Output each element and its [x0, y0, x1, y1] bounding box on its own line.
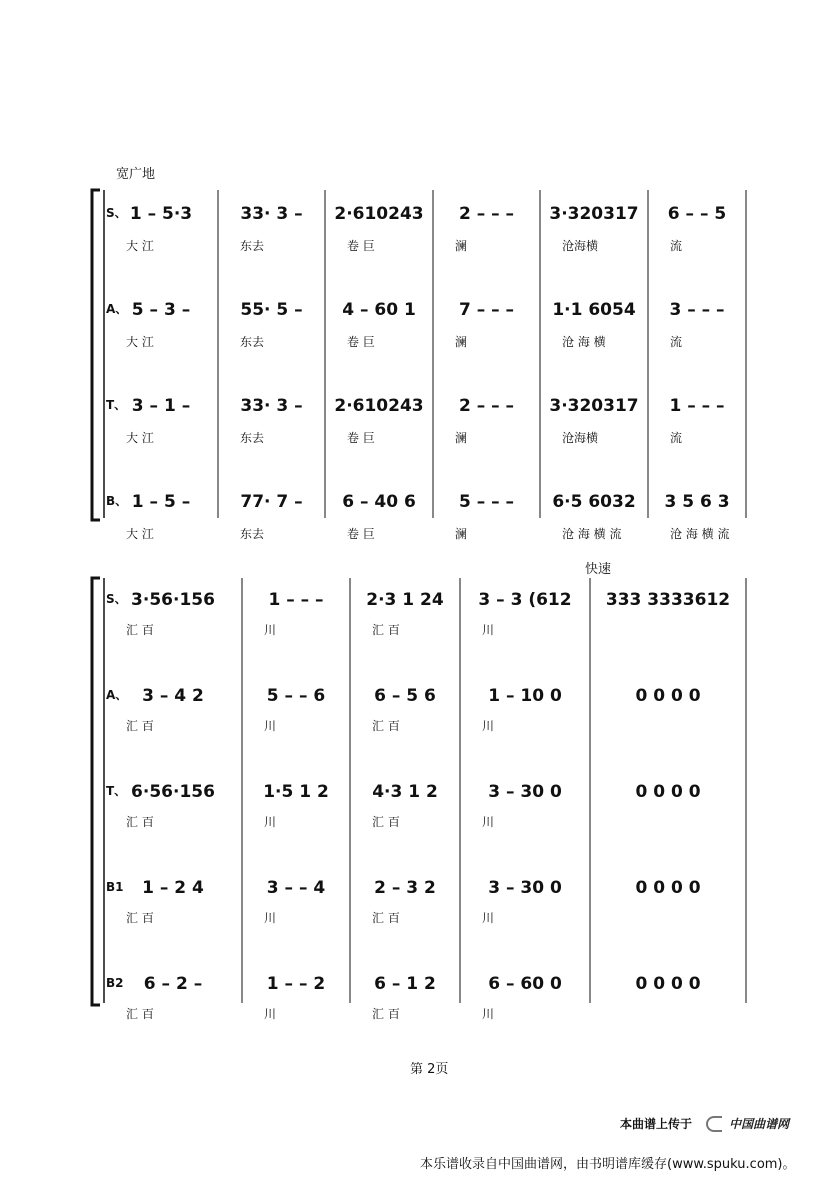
measure-lyrics: 沧 海 横 — [562, 335, 606, 349]
measure-notes: 0 0 0 0 — [635, 686, 701, 706]
site-logo-mark-icon — [706, 1116, 722, 1132]
measure-notes: 3 – 30 0 — [488, 782, 562, 802]
measure-notes: 3·320317 — [549, 396, 639, 416]
measure-lyrics: 汇 百 — [126, 623, 154, 637]
measure-notes: 6 – 60 0 — [488, 974, 562, 994]
measure-lyrics: 汇 百 — [372, 623, 400, 637]
system-bracket — [92, 190, 100, 520]
source-credit: 本乐谱收录自中国曲谱网，由书明谱库缓存(www.spuku.com)。 — [420, 1157, 796, 1172]
measure-notes: 7 – – – — [458, 300, 515, 320]
measure-notes: 1 – 2 4 — [142, 878, 204, 898]
measure-lyrics: 大 江 — [126, 239, 154, 253]
measure-lyrics: 东去 — [240, 431, 265, 445]
measure-notes: 333 3333612 — [605, 590, 731, 610]
measure-lyrics: 川 — [482, 1007, 495, 1021]
measure-notes: 3 – 1 – — [131, 396, 191, 416]
measure-notes: 1 – 5 – — [131, 492, 191, 512]
measure-notes: 33· 3 – — [240, 396, 303, 416]
measure-notes: 3 – – 4 — [266, 878, 326, 898]
measure-lyrics: 流 — [670, 239, 683, 253]
measure-notes: 1·5 1 2 — [263, 782, 329, 802]
measure-lyrics: 川 — [264, 623, 277, 637]
measure-notes: 6·56·156 — [131, 782, 215, 802]
measure-lyrics: 卷 巨 — [347, 527, 375, 541]
measure-notes: 1·1 6054 — [552, 300, 636, 320]
voice-label: S、 — [106, 206, 127, 220]
measure-lyrics: 汇 百 — [372, 815, 400, 829]
voice-label: T、 — [106, 398, 127, 412]
measure-notes: 0 0 0 0 — [635, 782, 701, 802]
measure-notes: 6 – 2 – — [143, 974, 203, 994]
measure-notes: 55· 5 – — [240, 300, 303, 320]
measure-lyrics: 澜 — [455, 431, 468, 445]
voice-label: A、 — [106, 302, 128, 316]
measure-notes: 5 – – 6 — [266, 686, 326, 706]
measure-lyrics: 川 — [264, 815, 277, 829]
measure-lyrics: 汇 百 — [126, 1007, 154, 1021]
voice-label: S、 — [106, 592, 127, 606]
measure-lyrics: 川 — [482, 911, 495, 925]
measure-notes: 4 – 60 1 — [342, 300, 416, 320]
measure-notes: 3·56·156 — [131, 590, 215, 610]
voice-label: T、 — [106, 784, 127, 798]
measure-lyrics: 川 — [264, 719, 277, 733]
measure-notes: 6·5 6032 — [552, 492, 636, 512]
measure-lyrics: 汇 百 — [126, 911, 154, 925]
measure-notes: 2·610243 — [334, 396, 424, 416]
measure-lyrics: 川 — [482, 719, 495, 733]
measure-notes: 6 – – 5 — [667, 204, 727, 224]
voice-label: B2 — [106, 976, 124, 990]
measure-lyrics: 卷 巨 — [347, 239, 375, 253]
measure-lyrics: 沧 海 横 流 — [562, 527, 622, 541]
measure-notes: 2 – 3 2 — [374, 878, 436, 898]
measure-lyrics: 沧 海 横 流 — [670, 527, 730, 541]
measure-notes: 1 – 10 0 — [488, 686, 562, 706]
measure-notes: 6 – 5 6 — [374, 686, 436, 706]
measure-notes: 3 5 6 3 — [664, 492, 730, 512]
measure-notes: 0 0 0 0 — [635, 878, 701, 898]
tempo-mark-broad: 宽广地 — [116, 167, 156, 182]
measure-lyrics: 东去 — [240, 527, 265, 541]
measure-notes: 2 – – – — [458, 396, 515, 416]
page-number: 第 2页 — [410, 1062, 449, 1077]
measure-notes: 3·320317 — [549, 204, 639, 224]
measure-lyrics: 汇 百 — [372, 911, 400, 925]
measure-notes: 6 – 40 6 — [342, 492, 416, 512]
site-logo — [706, 1113, 789, 1132]
measure-lyrics: 流 — [670, 431, 683, 445]
measure-lyrics: 沧海横 — [562, 431, 599, 445]
measure-notes: 33· 3 – — [240, 204, 303, 224]
measure-notes: 1 – 5·3 — [129, 204, 193, 224]
measure-notes: 1 – – – — [268, 590, 324, 610]
tempo-mark-fast: 快速 — [585, 562, 612, 577]
measure-notes: 1 – – 2 — [266, 974, 326, 994]
measure-notes: 3 – 3 (612 — [478, 590, 572, 610]
measure-lyrics: 流 — [670, 335, 683, 349]
measure-notes: 77· 7 – — [240, 492, 303, 512]
measure-lyrics: 汇 百 — [126, 815, 154, 829]
measure-lyrics: 汇 百 — [372, 1007, 400, 1021]
measure-lyrics: 澜 — [455, 527, 468, 541]
voice-label: B1 — [106, 880, 124, 894]
measure-lyrics: 川 — [264, 1007, 277, 1021]
measure-lyrics: 川 — [264, 911, 277, 925]
measure-lyrics: 东去 — [240, 335, 265, 349]
measure-lyrics: 卷 巨 — [347, 431, 375, 445]
measure-notes: 2·610243 — [334, 204, 424, 224]
measure-lyrics: 大 江 — [126, 431, 154, 445]
upload-credit: 本曲谱上传于 — [620, 1117, 693, 1131]
voice-label: B、 — [106, 494, 128, 508]
measure-notes: 4·3 1 2 — [372, 782, 438, 802]
measure-notes: 5 – 3 – — [131, 300, 191, 320]
measure-notes: 2 – – – — [458, 204, 515, 224]
measure-lyrics: 汇 百 — [126, 719, 154, 733]
measure-notes: 0 0 0 0 — [635, 974, 701, 994]
measure-notes: 5 – – – — [458, 492, 515, 512]
system-bracket — [92, 578, 100, 1005]
measure-notes: 6 – 1 2 — [374, 974, 436, 994]
voice-label: A、 — [106, 688, 128, 702]
measure-notes: 2·3 1 24 — [366, 590, 444, 610]
measure-lyrics: 澜 — [455, 239, 468, 253]
site-logo-text: 中国曲谱网 — [729, 1117, 790, 1131]
measure-notes: 3 – – – — [669, 300, 725, 320]
measure-lyrics: 川 — [482, 623, 495, 637]
measure-lyrics: 卷 巨 — [347, 335, 375, 349]
measure-notes: 1 – – – — [669, 396, 725, 416]
measure-notes: 3 – 4 2 — [142, 686, 204, 706]
measure-lyrics: 汇 百 — [372, 719, 400, 733]
measure-lyrics: 川 — [482, 815, 495, 829]
measure-lyrics: 东去 — [240, 239, 265, 253]
measure-notes: 3 – 30 0 — [488, 878, 562, 898]
measure-lyrics: 澜 — [455, 335, 468, 349]
measure-lyrics: 大 江 — [126, 335, 154, 349]
measure-lyrics: 沧海横 — [562, 239, 599, 253]
measure-lyrics: 大 江 — [126, 527, 154, 541]
